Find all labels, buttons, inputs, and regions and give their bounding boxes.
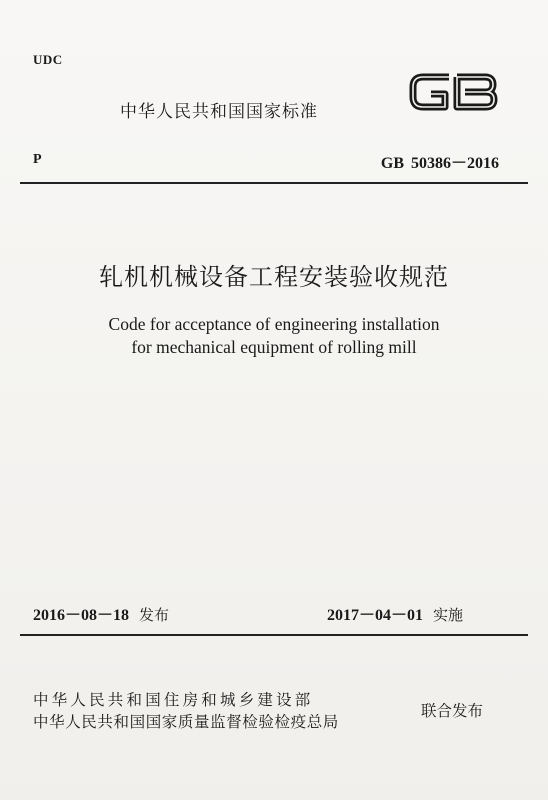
bottom-divider <box>20 634 528 636</box>
title-english-line1: Code for acceptance of engineering installation <box>108 314 440 334</box>
title-chinese: 轧机机械设备工程安装验收规范 <box>99 263 449 291</box>
top-divider <box>20 182 528 184</box>
standard-number: GB 50386－2016 <box>380 155 499 172</box>
implementation-label: 实施 <box>433 606 464 624</box>
issuer-ministry-housing: 中华人民共和国住房和城乡建设部 <box>33 691 314 709</box>
issue-date-block <box>33 602 169 625</box>
issue-date: 2016－08－18 <box>33 607 130 624</box>
joint-issue-label: 联合发布 <box>421 702 484 720</box>
issue-label: 发布 <box>139 606 170 624</box>
title-english-line2: for mechanical equipment of rolling mill <box>131 337 417 357</box>
standard-type-heading: 中华人民共和国国家标准 <box>120 102 318 122</box>
udc-label: UDC <box>33 52 63 67</box>
classification-code: P <box>33 152 42 167</box>
gb-logo-icon <box>405 68 501 116</box>
issuer-aqsiq: 中华人民共和国国家质量监督检验检疫总局 <box>33 713 339 731</box>
implementation-date-block <box>327 602 463 625</box>
implementation-date: 2017－04－01 <box>327 607 424 624</box>
